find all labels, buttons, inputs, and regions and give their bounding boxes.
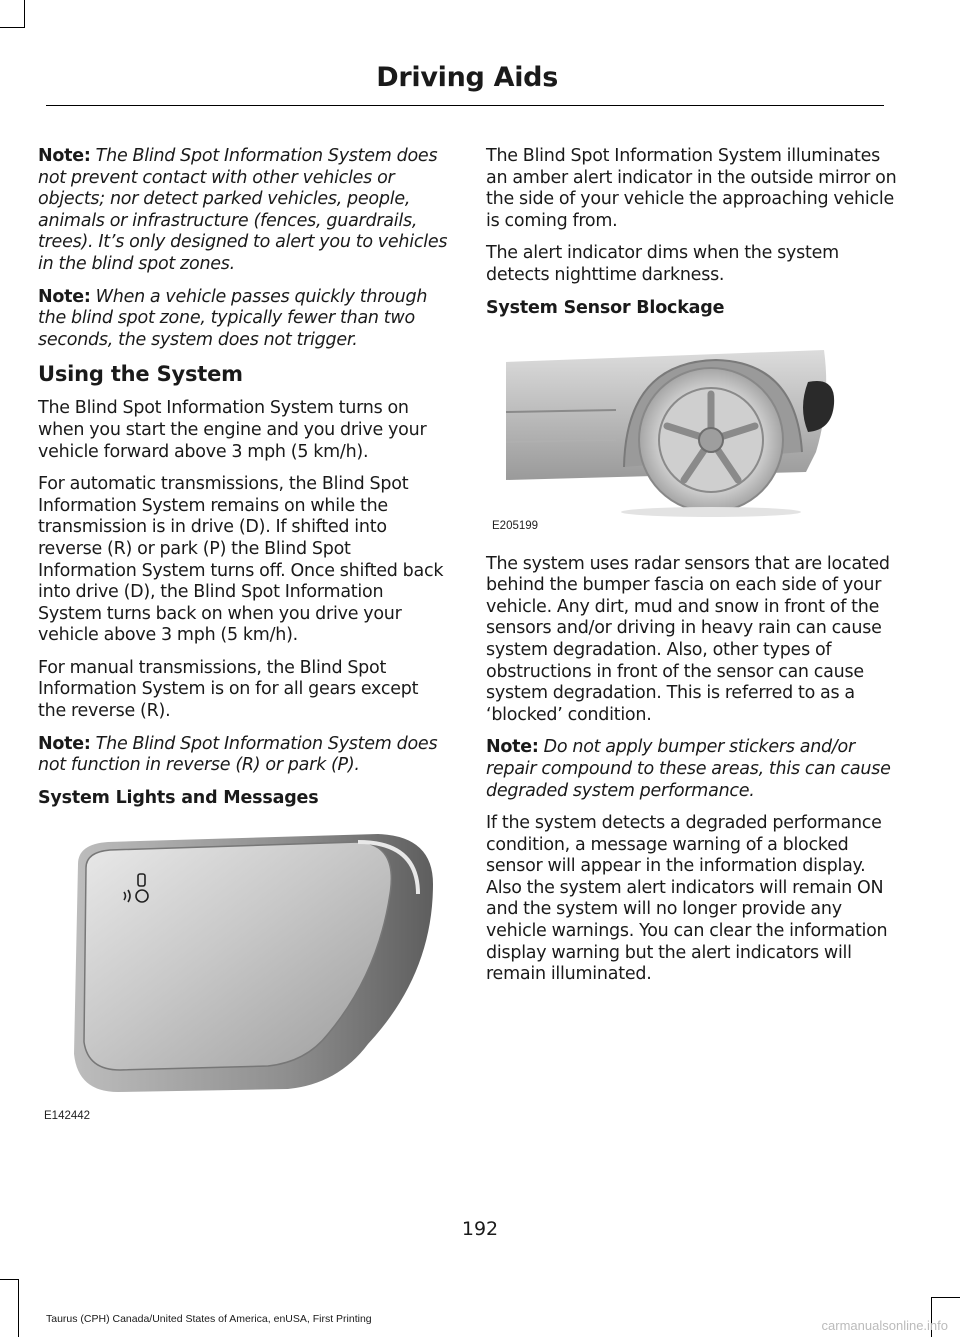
paragraph-degraded-performance: If the system detects a degraded performance condition, a message warning of a blocked sensor will appear in the information display. Also the system alert indicators will remain ON and the system will no longer provide any vehicle warnings. You can clear the information display warning but the alert indicators will remain illuminated. <box>486 813 888 985</box>
side-mirror-illustration <box>38 834 450 1104</box>
crop-mark <box>932 1297 960 1298</box>
footer-text: Taurus (CPH) Canada/United States of America, enUSA, First Printing <box>46 1313 372 1325</box>
note-text: The Blind Spot Information System does not function in reverse (R) or park (P). <box>38 733 438 776</box>
page-title: Driving Aids <box>376 62 558 93</box>
note-bumper-stickers <box>486 737 900 802</box>
paragraph-radar-sensors: The system uses radar sensors that are located behind the bumper fascia on each side of your vehicle. Any dirt, mud and snow in front of the sensors and/or driving in heavy rain can cause system degradation. Also, other types of obstructions in front of the sensor can cause system degradation. This is referred to as a ‘blocked’ condition. <box>486 553 890 725</box>
heading-system-lights-and-messages: System Lights and Messages <box>38 787 319 808</box>
paragraph-manual-transmission: For manual transmissions, the Blind Spot Information System is on for all gears except the reverse (R). <box>38 657 419 722</box>
note-label: Note: <box>38 146 91 166</box>
watermark: carmanualsonline.info <box>821 1318 948 1333</box>
note-label: Note: <box>38 733 91 754</box>
note-quick-pass <box>38 287 450 352</box>
crop-mark <box>24 0 25 28</box>
note-no-contact-prevention <box>38 146 450 276</box>
paragraph-amber-alert-indicator: The Blind Spot Information System illuminates an amber alert indicator in the outside mirror on the side of your vehicle the approaching vehicle is coming from. <box>486 146 897 231</box>
header-divider <box>46 105 884 106</box>
figure-code: E205199 <box>492 519 539 532</box>
note-text: Do not apply bumper stickers and/or repair compound to these areas, this can cause degraded system performance. <box>486 737 891 801</box>
right-column <box>486 146 900 997</box>
heading-using-the-system: Using the System <box>38 362 243 387</box>
note-text: When a vehicle passes quickly through the blind spot zone, typically fewer than two seconds, the system does not trigger. <box>38 286 428 350</box>
note-reverse-park <box>38 734 450 777</box>
sensor-area <box>803 381 834 432</box>
crop-mark <box>0 1279 18 1280</box>
paragraph-automatic-transmission: For automatic transmissions, the Blind Spot Information System remains on while the transmission is in drive (D). If shifted into reverse (R) or park (P) the Blind Spot Information System turns off. Once shifted back into drive (D), the Blind Spot Information System turns back on when you drive your vehicle above 3 mph (5 km/h). <box>38 474 444 646</box>
figure-rear-wheel-sensor <box>486 342 900 542</box>
note-text: The Blind Spot Information System does not prevent contact with other vehicles or objects; nor detect parked vehicles, people, animals or infrastructure (fences, guardrails, trees). It’s only designed to alert you to vehicles in the blind spot zones. <box>38 146 448 274</box>
note-label: Note: <box>486 737 539 758</box>
paragraph-system-activation: The Blind Spot Information System turns on when you start the engine and you drive your vehicle forward above 3 mph (5 km/h). <box>38 398 427 462</box>
paragraph-indicator-dims: The alert indicator dims when the system detects nighttime darkness. <box>486 243 839 285</box>
figure-code: E142442 <box>44 1109 91 1122</box>
page-number: 192 <box>461 1218 499 1240</box>
crop-mark <box>18 1279 19 1337</box>
figure-side-mirror <box>38 834 450 1134</box>
crop-mark <box>0 27 24 28</box>
heading-system-sensor-blockage: System Sensor Blockage <box>486 297 725 318</box>
left-column <box>38 146 450 1134</box>
note-label: Note: <box>38 286 91 307</box>
rear-wheel-illustration <box>486 342 900 517</box>
